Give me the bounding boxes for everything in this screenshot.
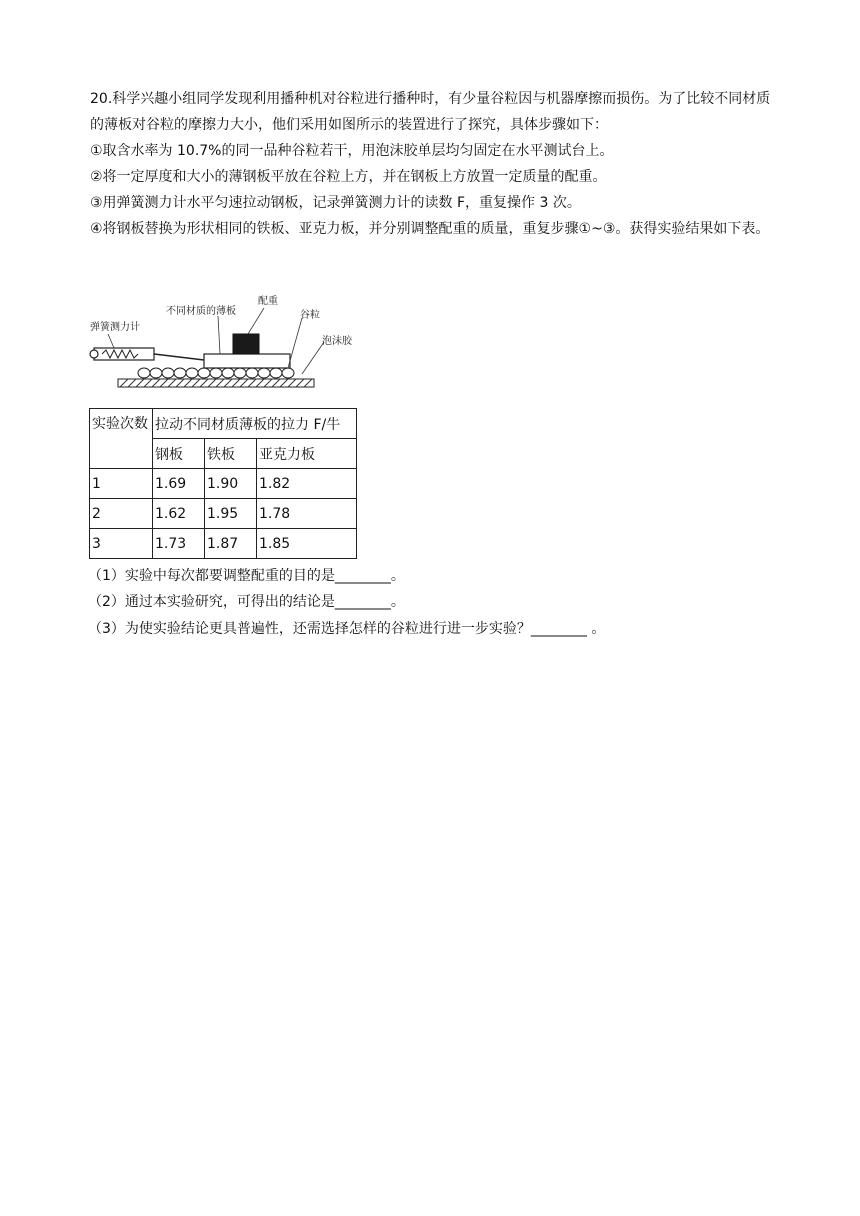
value-cell: 1.82	[257, 469, 357, 499]
value-cell: 1.90	[205, 469, 257, 499]
question-intro: 20.科学兴趣小组同学发现利用播种机对谷粒进行播种时，有少量谷粒因与机器摩擦而损伤。为了比较不同材质的薄板对谷粒的摩擦力大小，他们采用如图所示的装置进行了探究，具体步骤如下：	[90, 91, 771, 133]
trial-cell: 1	[90, 469, 153, 499]
step-1: ①取含水率为 10.7%的同一品种谷粒若干，用泡沫胶单层均匀固定在水平测试台上。	[90, 143, 614, 159]
apparatus-diagram	[88, 290, 378, 394]
value-cell: 1.62	[153, 499, 205, 529]
spring-scale	[90, 348, 204, 360]
grain-row	[138, 368, 294, 378]
label-weight: 配重	[258, 296, 278, 307]
value-cell: 1.73	[153, 529, 205, 559]
ground-hatch	[118, 379, 314, 387]
value-cell: 1.85	[257, 529, 357, 559]
header-trial: 实验次数	[90, 409, 153, 469]
subquestion-1: （1）实验中每次都要调整配重的目的是________。	[88, 568, 405, 584]
value-cell: 1.69	[153, 469, 205, 499]
label-spring-scale: 弹簧测力计	[90, 322, 140, 333]
table-row	[90, 529, 357, 559]
header-material: 铁板	[205, 439, 257, 469]
header-material: 亚克力板	[257, 439, 357, 469]
results-table	[89, 408, 357, 559]
trial-cell: 2	[90, 499, 153, 529]
table-header-row	[90, 409, 357, 439]
step-4: ④将钢板替换为形状相同的铁板、亚克力板，并分别调整配重的质量，重复步骤①~③。获得实验结果如下表。	[90, 221, 770, 237]
subquestion-3: （3）为使实验结论更具普遍性，还需选择怎样的谷粒进行进一步实验？________ 。	[88, 621, 606, 637]
table-row	[90, 499, 357, 529]
weight-block	[233, 334, 259, 354]
value-cell: 1.87	[205, 529, 257, 559]
table-row	[90, 469, 357, 499]
subquestion-2: （2）通过本实验研究，可得出的结论是________。	[88, 594, 405, 610]
label-foam: 泡沫胶	[322, 336, 352, 347]
value-cell: 1.78	[257, 499, 357, 529]
value-cell: 1.95	[205, 499, 257, 529]
label-grain: 谷粒	[300, 310, 320, 321]
header-force-group: 拉动不同材质薄板的拉力 F/牛	[153, 409, 357, 439]
step-2: ②将一定厚度和大小的薄钢板平放在谷粒上方，并在钢板上方放置一定质量的配重。	[90, 169, 607, 185]
label-plate: 不同材质的薄板	[166, 306, 236, 317]
header-material: 钢板	[153, 439, 205, 469]
step-3: ③用弹簧测力计水平匀速拉动钢板，记录弹簧测力计的读数 F，重复操作 3 次。	[90, 195, 581, 211]
trial-cell: 3	[90, 529, 153, 559]
thin-plate	[204, 354, 290, 368]
